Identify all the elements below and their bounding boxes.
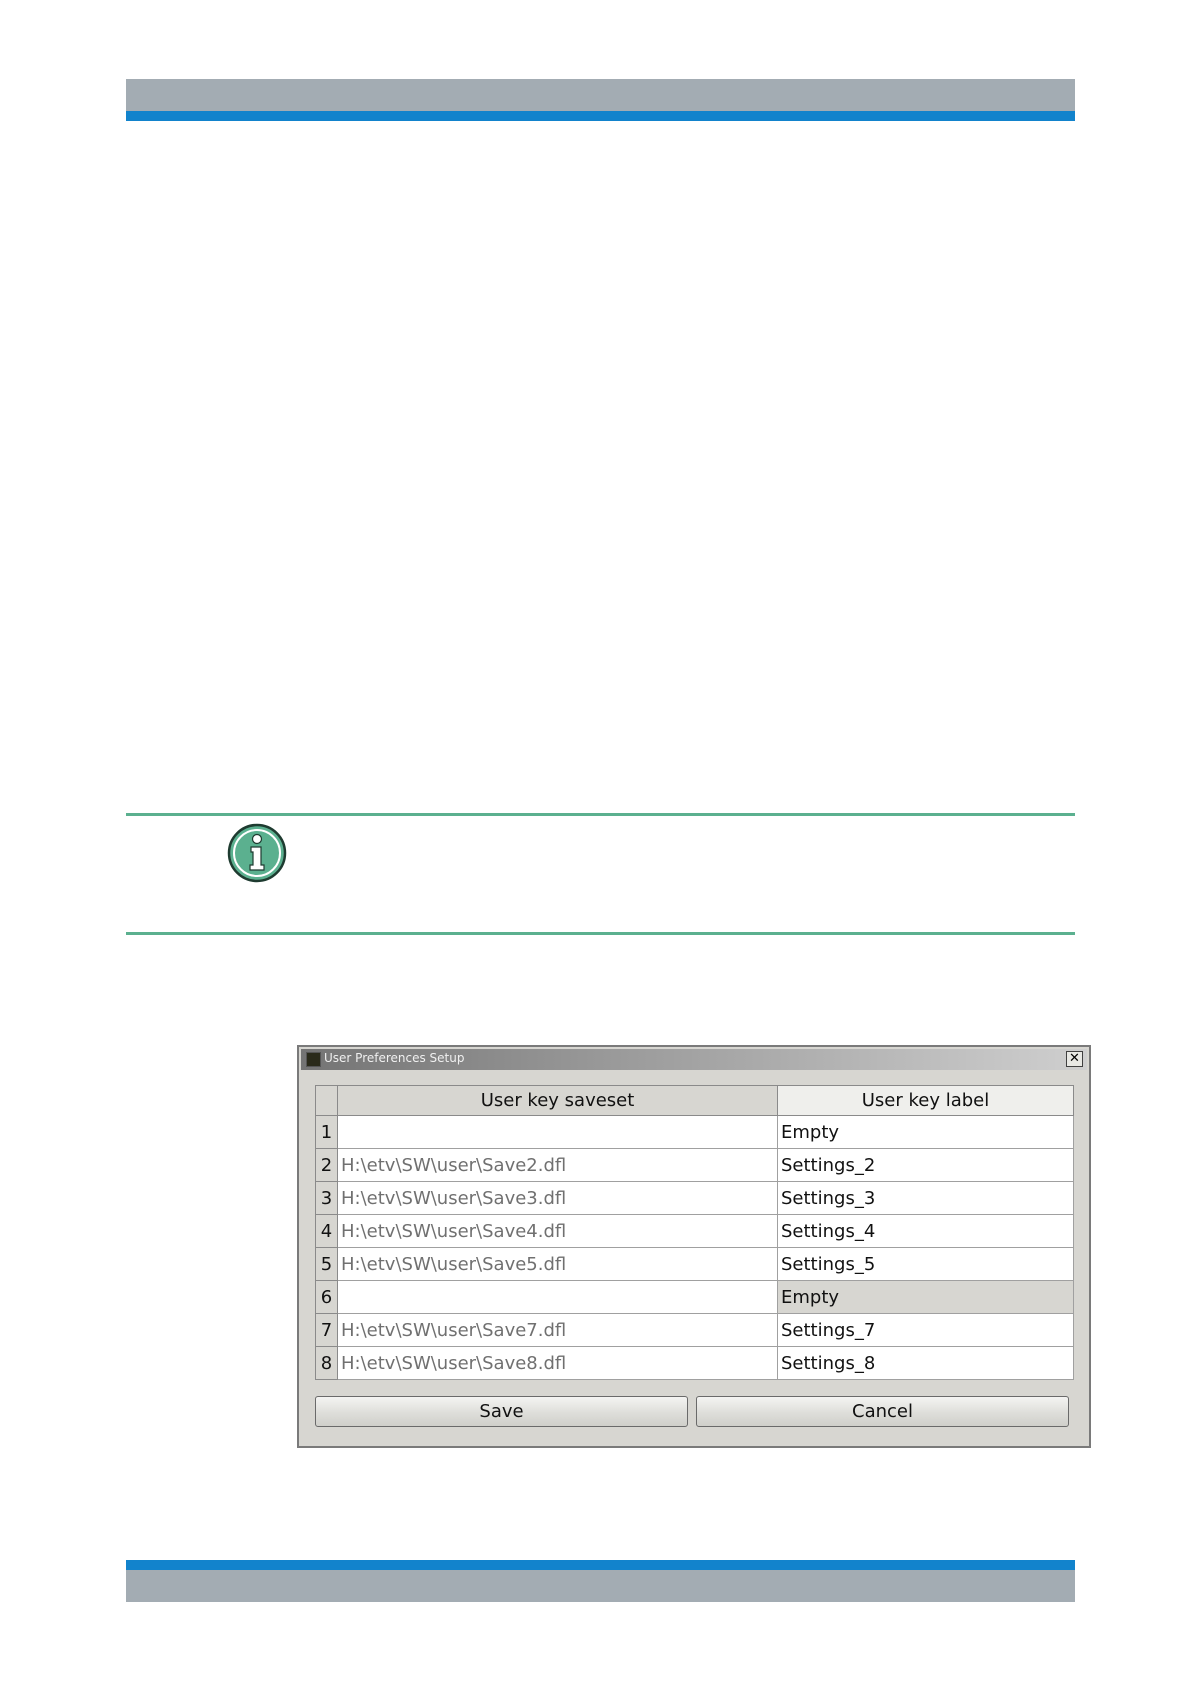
- saveset-cell[interactable]: [338, 1116, 778, 1149]
- save-button[interactable]: Save: [315, 1396, 688, 1427]
- label-cell[interactable]: Settings_5: [778, 1248, 1074, 1281]
- saveset-cell[interactable]: [338, 1281, 778, 1314]
- column-header-label[interactable]: User key label: [778, 1086, 1074, 1116]
- cancel-button[interactable]: Cancel: [696, 1396, 1069, 1427]
- table-row[interactable]: [316, 1347, 1074, 1380]
- page-header-bar: [126, 79, 1075, 111]
- table-row[interactable]: [316, 1116, 1074, 1149]
- note-top-rule: [126, 813, 1075, 816]
- table-row[interactable]: [316, 1149, 1074, 1182]
- label-cell[interactable]: Empty: [778, 1281, 1074, 1314]
- page-footer-accent: [126, 1560, 1075, 1570]
- saveset-cell[interactable]: H:\etv\SW\user\Save7.dfl: [338, 1314, 778, 1347]
- saveset-cell[interactable]: H:\etv\SW\user\Save8.dfl: [338, 1347, 778, 1380]
- row-number[interactable]: 7: [316, 1314, 338, 1347]
- table-row-selected[interactable]: [316, 1281, 1074, 1314]
- note-bottom-rule: [126, 932, 1075, 935]
- info-icon: [227, 823, 287, 883]
- table-row[interactable]: [316, 1314, 1074, 1347]
- page-header-accent: [126, 111, 1075, 121]
- row-number[interactable]: 3: [316, 1182, 338, 1215]
- saveset-cell[interactable]: H:\etv\SW\user\Save2.dfl: [338, 1149, 778, 1182]
- user-preferences-dialog: [297, 1045, 1091, 1448]
- app-icon: [306, 1052, 321, 1067]
- table-corner: [316, 1086, 338, 1116]
- label-cell[interactable]: Empty: [778, 1116, 1074, 1149]
- saveset-cell[interactable]: H:\etv\SW\user\Save5.dfl: [338, 1248, 778, 1281]
- row-number[interactable]: 4: [316, 1215, 338, 1248]
- row-number[interactable]: 5: [316, 1248, 338, 1281]
- label-cell[interactable]: Settings_7: [778, 1314, 1074, 1347]
- saveset-cell[interactable]: H:\etv\SW\user\Save3.dfl: [338, 1182, 778, 1215]
- page-footer-bar: [126, 1570, 1075, 1602]
- table-row[interactable]: [316, 1248, 1074, 1281]
- row-number[interactable]: 2: [316, 1149, 338, 1182]
- dialog-title: User Preferences Setup: [324, 1051, 465, 1065]
- column-header-saveset[interactable]: User key saveset: [338, 1086, 778, 1116]
- table-row[interactable]: [316, 1182, 1074, 1215]
- dialog-titlebar[interactable]: [301, 1049, 1087, 1070]
- table-row[interactable]: [316, 1215, 1074, 1248]
- user-key-table: [315, 1085, 1074, 1380]
- label-cell[interactable]: Settings_3: [778, 1182, 1074, 1215]
- label-cell[interactable]: Settings_4: [778, 1215, 1074, 1248]
- row-number[interactable]: 6: [316, 1281, 338, 1314]
- label-cell[interactable]: Settings_8: [778, 1347, 1074, 1380]
- label-cell[interactable]: Settings_2: [778, 1149, 1074, 1182]
- saveset-cell[interactable]: H:\etv\SW\user\Save4.dfl: [338, 1215, 778, 1248]
- row-number[interactable]: 1: [316, 1116, 338, 1149]
- close-icon[interactable]: ✕: [1066, 1051, 1083, 1067]
- table-header-row: [316, 1086, 1074, 1116]
- row-number[interactable]: 8: [316, 1347, 338, 1380]
